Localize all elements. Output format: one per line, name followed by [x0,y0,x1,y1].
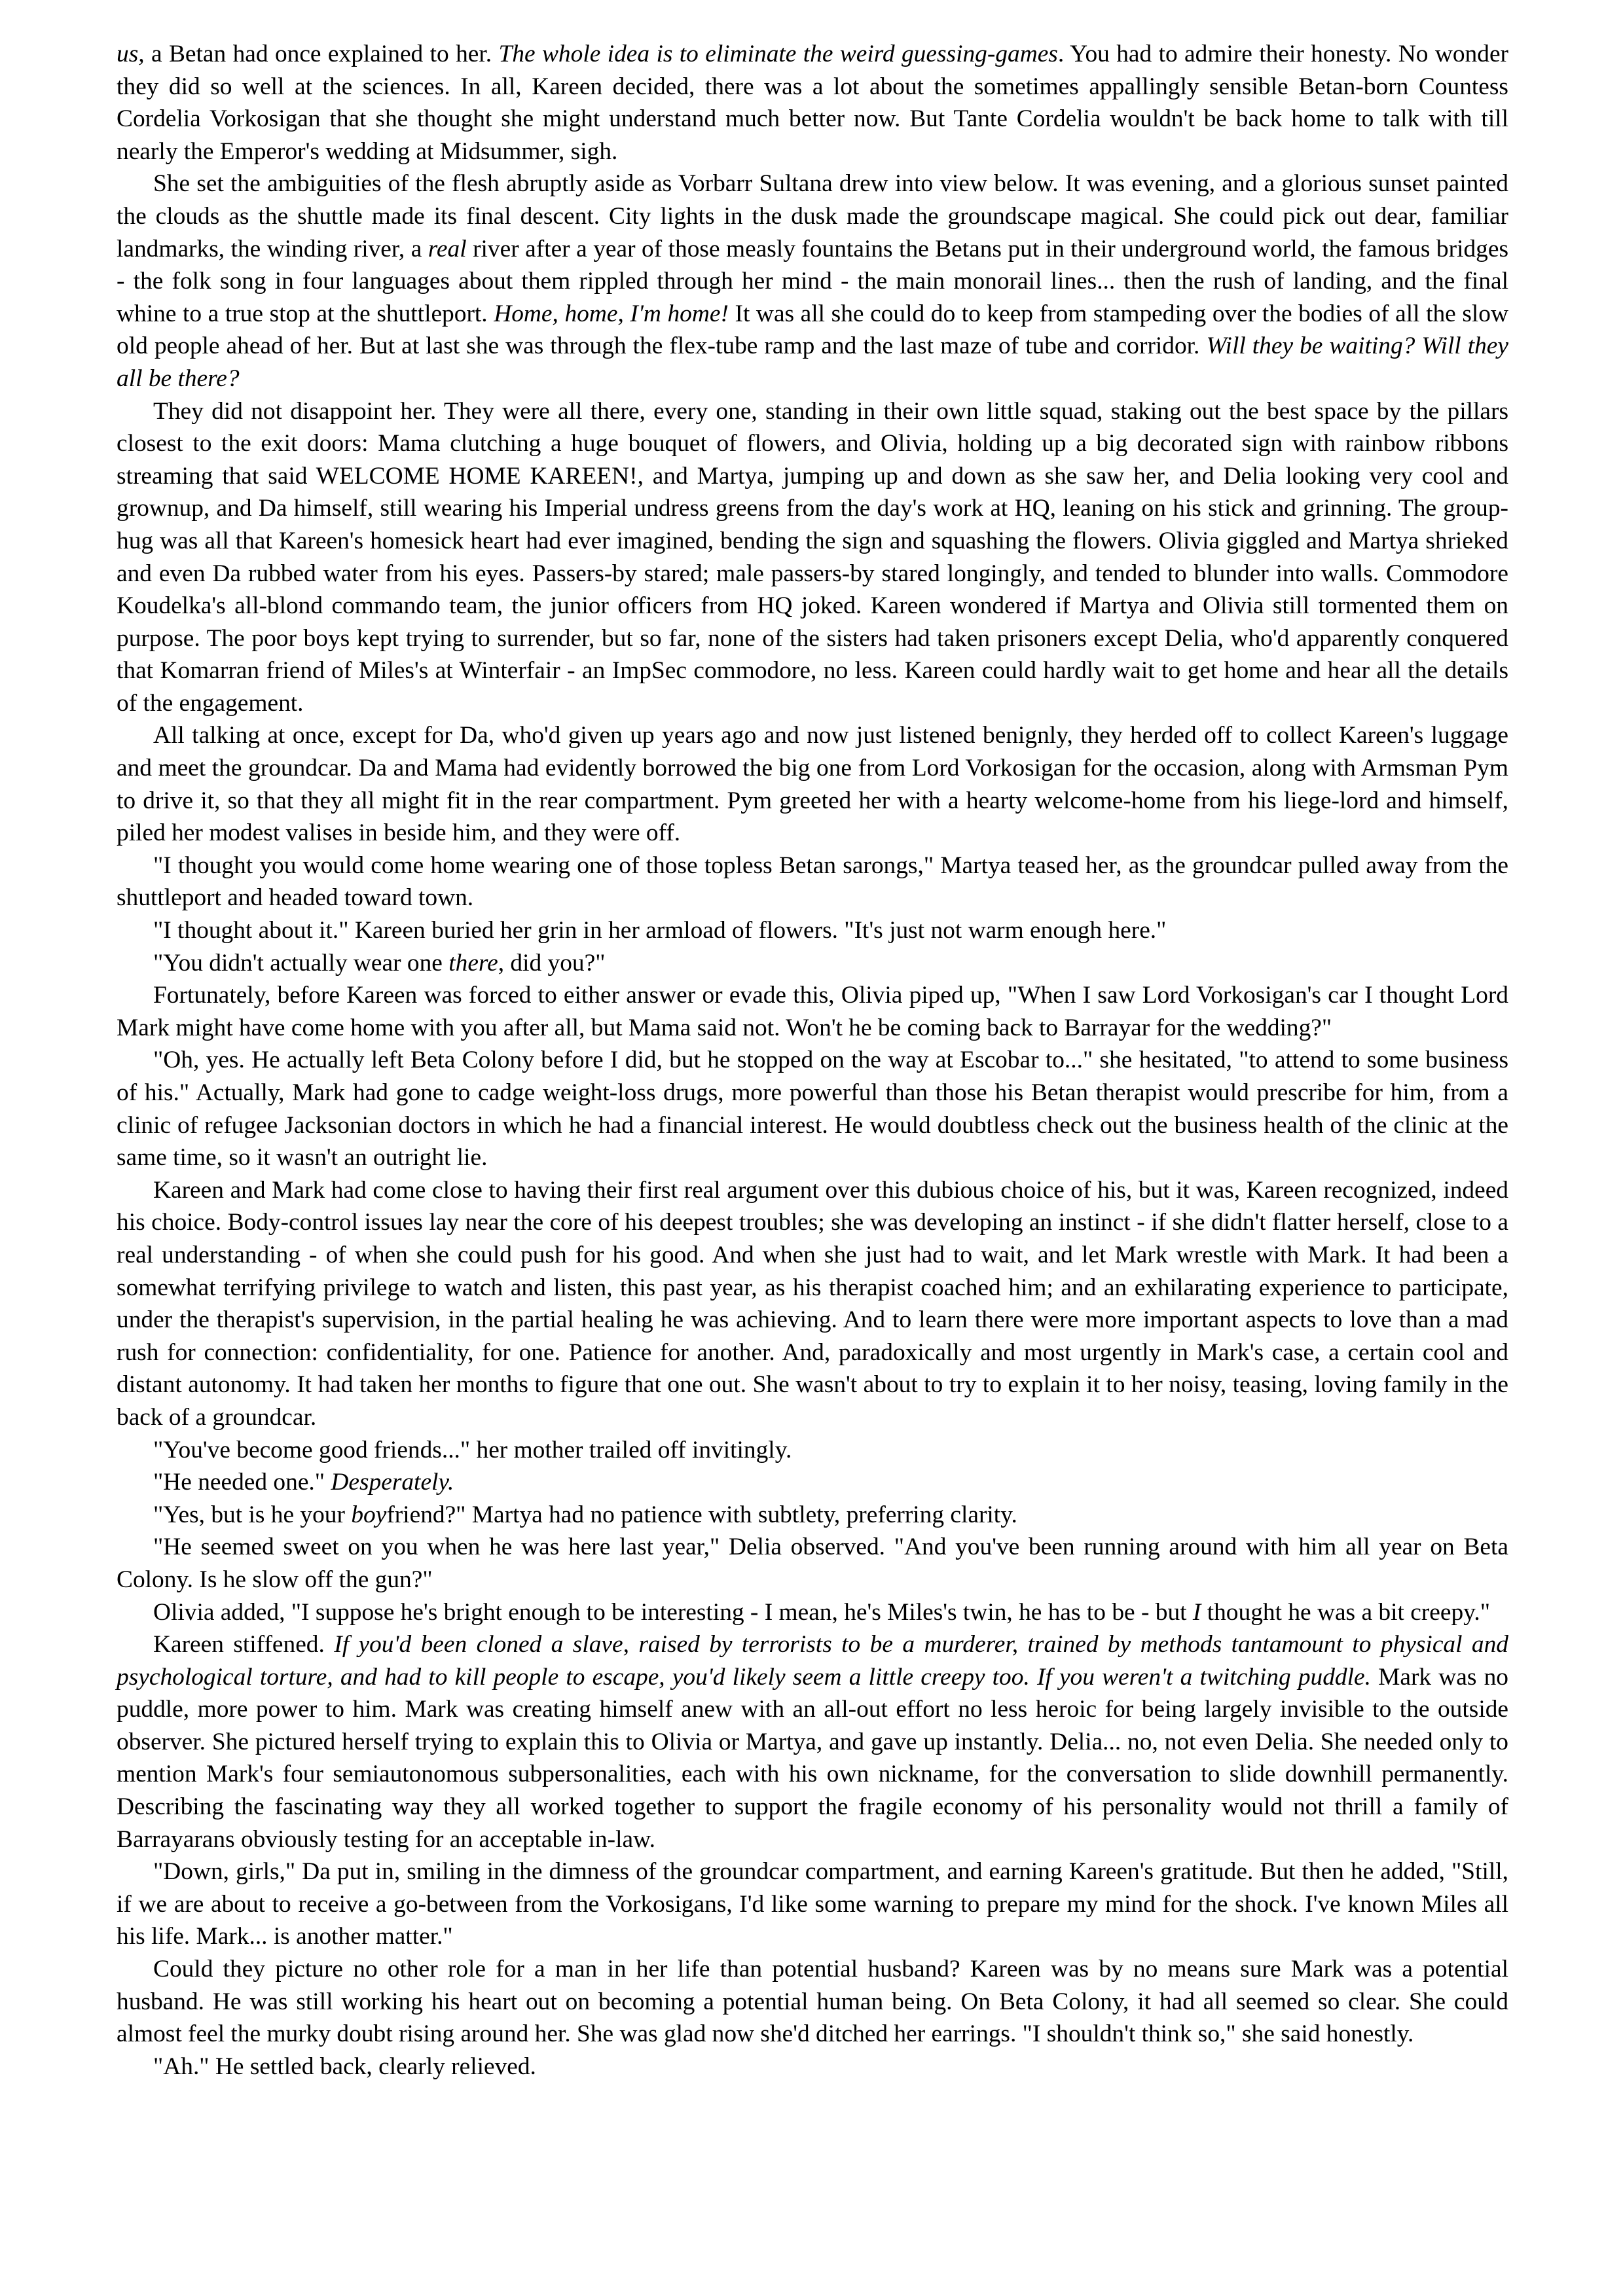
text-run: friend?" Martya had no patience with subtlety, preferring clarity. [386,1501,1017,1528]
paragraph [117,395,1508,720]
text-run: It was all she could do to keep from stampeding over the bodies of all the slow old people ahead of her. But at last she was through the flex-tube ramp and the last maze of tube and corridor. [117,300,1508,360]
text-run: "I thought you would come home wearing one of those topless Betan sarongs," Martya teased her, as the groundcar pulled away from the shuttleport and headed toward town. [117,852,1508,912]
text-run: They did not disappoint her. They were all there, every one, standing in their own little squad, staking out the best space by the pillars closest to the exit doors: Mama clutching a huge bouquet of flowers, and Olivia, holding up a big decorated sign with rainbow ribbons streaming that said WELCOME HOME KAREEN!, and Martya, jumping up and down as she saw her, and Delia looking very cool and grownup, and Da himself, still wearing his Imperial undress greens from the day's work at HQ, leaning on his stick and grinning. The group-hug was all that Kareen's homesick heart had ever imagined, bending the sign and squashing the flowers. Olivia giggled and Martya shrieked and even Da rubbed water from his eyes. Passers-by stared; male passers-by stared longingly, and tended to blunder into walls. Commodore Koudelka's all-blond commando team, the junior officers from HQ joked. Kareen wondered if Martya and Olivia still tormented them on purpose. The poor boys kept trying to surrender, but so far, none of the sisters had taken prisoners except Delia, who'd apparently conquered that Komarran friend of Miles's at Winterfair - an ImpSec commodore, no less. Kareen could hardly wait to get home and hear all the details of the engagement. [117,397,1508,717]
paragraph [117,1044,1508,1174]
paragraph [117,1499,1508,1532]
italic-run: I [1192,1598,1201,1626]
paragraph [117,719,1508,849]
paragraph [117,947,1508,980]
paragraph [117,850,1508,914]
text-run: "He needed one." [153,1469,331,1496]
paragraph [117,2051,1508,2083]
italic-run: there [448,949,498,977]
italic-run: boy [351,1501,387,1528]
text-run: Olivia added, "I suppose he's bright enough to be interesting - I mean, he's Miles's twin, he has to be - but [153,1598,1193,1626]
paragraph [117,979,1508,1044]
paragraph [117,914,1508,947]
text-run: "Ah." He settled back, clearly relieved. [153,2053,536,2080]
italic-run: Desperately. [331,1469,454,1496]
text-run: thought he was a bit creepy." [1201,1598,1491,1626]
paragraph [117,1856,1508,1953]
text-run: "Oh, yes. He actually left Beta Colony before I did, but he stopped on the way at Escobar to..." she hesitated, "to attend to some business of his." Actually, Mark had gone to cadge weight-loss drugs, more powerful than those his Betan therapist would prescribe for him, from a clinic of refugee Jacksonian doctors in which he had a financial interest. He would doubtless check out the business health of the clinic at the same time, so it wasn't an outright lie. [117,1047,1508,1172]
italic-run: us, [117,41,145,67]
text-run: , did you?" [498,949,606,977]
italic-run: Will they be waiting? Will they all be there? [117,332,1508,392]
text-run: "You've become good friends..." her mother trailed off invitingly. [153,1436,792,1463]
paragraph [117,1434,1508,1467]
text-run: . You had to admire their honesty. No wonder they did so well at the sciences. In all, Kareen decided, there was a lot about the sometimes appallingly sensible Betan-born Countess Cordelia Vorkosigan that she thought she might understand much better now. But Tante Cordelia wouldn't be back home to talk with till nearly the Emperor's wedding at Midsummer, sigh. [117,41,1508,165]
paragraph [117,1953,1508,2051]
italic-run: If you'd been cloned a slave, raised by terrorists to be a murderer, trained by methods tantamount to physical and psychological torture, and had to kill people to escape, you'd likely seem a little creepy too. If you weren't a twitching puddle. [117,1631,1508,1691]
paragraph [117,1466,1508,1499]
paragraph [117,168,1508,395]
text-run: All talking at once, except for Da, who'd given up years ago and now just listened benignly, they herded off to collect Kareen's luggage and meet the groundcar. Da and Mama had evidently borrowed the big one from Lord Vorkosigan for the occasion, along with Armsman Pym to drive it, so that they all might fit in the rear compartment. Pym greeted her with a hearty welcome-home from his liege-lord and himself, piled her modest valises in beside him, and they were off. [117,722,1508,847]
text-run: Mark was no puddle, more power to him. Mark was creating himself anew with an all-out effort no less heroic for being largely invisible to the outside observer. She pictured herself trying to explain this to Olivia or Martya, and gave up instantly. Delia... no, not even Delia. She needed only to mention Mark's four semiautonomous subpersonalities, each with his own nickname, for the conversation to slide downhill permanently. Describing the fascinating way they all worked together to support the fragile economy of his personality would not thrill a family of Barrayarans obviously testing for an acceptable in-law. [117,1663,1508,1853]
text-run: Fortunately, before Kareen was forced to either answer or evade this, Olivia piped up, "When I saw Lord Vorkosigan's car I thought Lord Mark might have come home with you after all, but Mama said not. Won't he be coming back to Barrayar for the wedding?" [117,982,1508,1041]
text-run: "Down, girls," Da put in, smiling in the dimness of the groundcar compartment, and earning Kareen's gratitude. But then he added, "Still, if we are about to receive a go-between from the Vorkosigans, I'd like some warning to prepare my mind for the shock. I've known Miles all his life. Mark... is another matter." [117,1858,1508,1950]
paragraph [117,1531,1508,1596]
text-run: "Yes, but is he your [153,1501,352,1528]
text-run: "You didn't actually wear one [153,949,449,977]
paragraph [117,38,1508,168]
text-run: river after a year of those measly fountains the Betans put in their underground world, the famous bridges - the folk song in four languages about them rippled through her mind - the main monorail lines... then the rush of landing, and the final whine to a true stop at the shuttleport. [117,235,1508,327]
text-run: Kareen and Mark had come close to having their first real argument over this dubious choice of his, but it was, Kareen recognized, indeed his choice. Body-control issues lay near the core of his deepest troubles; she was developing an instinct - if she didn't flatter herself, close to a real understanding - of when she could push for his good. And when she just had to wait, and let Mark wrestle with Mark. It had been a somewhat terrifying privilege to watch and listen, this past year, as his therapist coached him; and an exhilarating experience to participate, under the therapist's supervision, in the partial healing he was achieving. And to learn there were more important aspects to love than a mad rush for connection: confidentiality, for one. Patience for another. And, paradoxically and most urgently in Mark's case, a certain cool and distant autonomy. It had taken her months to figure that one out. She wasn't about to try to explain it to her noisy, teasing, loving family in the back of a groundcar. [117,1176,1508,1431]
italic-run: The whole idea is to eliminate the weird guessing-games [498,41,1058,67]
paragraph [117,1596,1508,1629]
italic-run: Home, home, I'm home! [494,300,729,327]
book-page [117,38,1508,2083]
text-run: She set the ambiguities of the flesh abruptly aside as Vorbarr Sultana drew into view below. It was evening, and a glorious sunset painted the clouds as the shuttle made its final descent. City lights in the dusk made the groundscape magical. She could pick out dear, familiar landmarks, the winding river, a [117,170,1508,262]
italic-run: real [428,235,467,262]
text-run: "He seemed sweet on you when he was here last year," Delia observed. "And you've been running around with him all year on Beta Colony. Is he slow off the gun?" [117,1534,1508,1593]
text-run: "I thought about it." Kareen buried her grin in her armload of flowers. "It's just not warm enough here." [153,917,1167,944]
paragraph [117,1174,1508,1434]
text-run: Could they picture no other role for a man in her life than potential husband? Kareen was by no means sure Mark was a potential husband. He was still working his heart out on becoming a potential human being. On Beta Colony, it had all seemed so clear. She could almost feel the murky doubt rising around her. She was glad now she'd ditched her earrings. "I shouldn't think so," she said honestly. [117,1956,1508,2048]
paragraph [117,1628,1508,1856]
text-run: Kareen stiffened. [153,1631,335,1659]
text-run: a Betan had once explained to her. [144,41,499,67]
